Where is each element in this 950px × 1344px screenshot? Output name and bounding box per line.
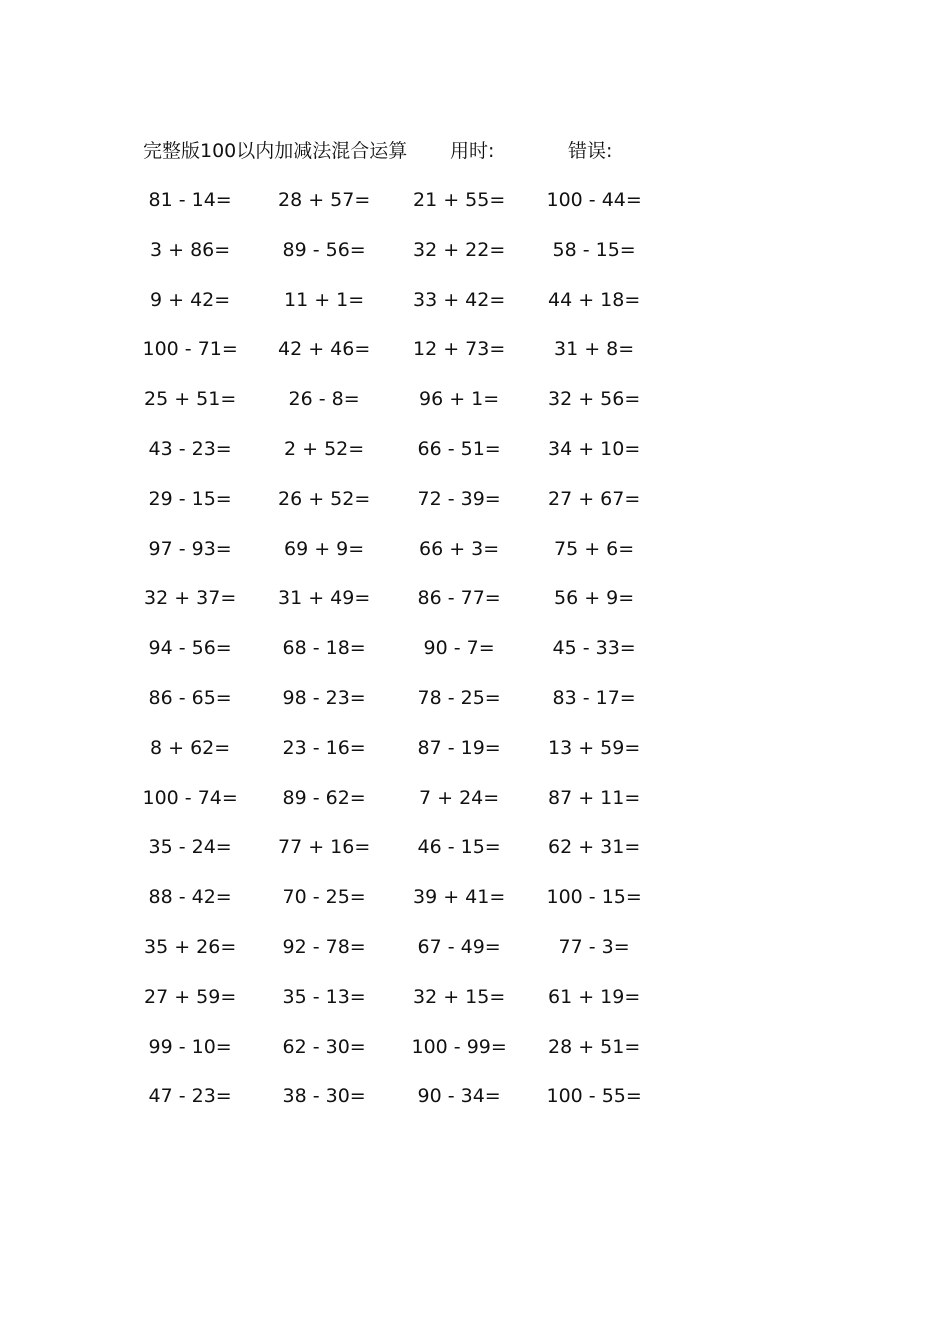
- problem-row: [0, 534, 950, 584]
- math-problem: 86 - 65=: [148, 686, 232, 709]
- problem-row: [0, 185, 950, 235]
- problem-row: [0, 832, 950, 882]
- problem-grid: [0, 185, 950, 1131]
- math-problem: 34 + 10=: [548, 437, 641, 460]
- math-problem: 100 - 74=: [142, 786, 238, 809]
- problem-row: [0, 683, 950, 733]
- problem-row: [0, 1032, 950, 1082]
- math-problem: 21 + 55=: [413, 189, 506, 211]
- math-problem: 70 - 25=: [282, 886, 366, 909]
- problem-row: [0, 583, 950, 633]
- math-problem: 8 + 62=: [150, 736, 231, 759]
- math-problem: 7 + 24=: [419, 786, 500, 809]
- problem-row: [0, 1081, 950, 1131]
- math-problem: 31 + 49=: [278, 587, 371, 610]
- math-problem: 97 - 93=: [148, 537, 232, 560]
- math-problem: 90 - 34=: [417, 1085, 501, 1108]
- math-problem: 31 + 8=: [554, 338, 635, 361]
- math-problem: 27 + 59=: [144, 985, 237, 1008]
- math-problem: 87 - 19=: [417, 736, 501, 759]
- math-problem: 81 - 14=: [148, 189, 232, 211]
- math-problem: 62 + 31=: [548, 836, 641, 859]
- math-problem: 26 + 52=: [278, 487, 371, 510]
- math-problem: 78 - 25=: [417, 686, 501, 709]
- problem-row: [0, 982, 950, 1032]
- math-problem: 61 + 19=: [548, 985, 641, 1008]
- problem-row: [0, 783, 950, 833]
- math-problem: 32 + 56=: [548, 388, 641, 411]
- math-problem: 99 - 10=: [148, 1035, 232, 1058]
- math-problem: 90 - 7=: [423, 637, 495, 660]
- problem-row: [0, 733, 950, 783]
- math-problem: 13 + 59=: [548, 736, 641, 759]
- problem-row: [0, 932, 950, 982]
- problem-row: [0, 235, 950, 285]
- worksheet-header: [0, 136, 950, 166]
- math-problem: 44 + 18=: [548, 288, 641, 311]
- math-problem: 35 - 24=: [148, 836, 232, 859]
- problem-row: [0, 334, 950, 384]
- math-problem: 33 + 42=: [413, 288, 506, 311]
- math-problem: 100 - 55=: [546, 1085, 642, 1108]
- math-problem: 75 + 6=: [554, 537, 635, 560]
- problem-row: [0, 285, 950, 335]
- math-problem: 11 + 1=: [284, 288, 365, 311]
- math-problem: 83 - 17=: [552, 686, 636, 709]
- math-problem: 94 - 56=: [148, 637, 232, 660]
- math-problem: 77 + 16=: [278, 836, 371, 859]
- math-problem: 89 - 56=: [282, 238, 366, 261]
- math-problem: 58 - 15=: [552, 238, 636, 261]
- math-problem: 47 - 23=: [148, 1085, 232, 1108]
- math-problem: 72 - 39=: [417, 487, 501, 510]
- math-problem: 23 - 16=: [282, 736, 366, 759]
- math-problem: 29 - 15=: [148, 487, 232, 510]
- math-problem: 32 + 15=: [413, 985, 506, 1008]
- math-problem: 69 + 9=: [284, 537, 365, 560]
- math-problem: 96 + 1=: [419, 388, 500, 411]
- errors-label: 错误:: [568, 140, 613, 162]
- math-problem: 27 + 67=: [548, 487, 641, 510]
- math-problem: 87 + 11=: [548, 786, 641, 809]
- math-problem: 62 - 30=: [282, 1035, 366, 1058]
- math-problem: 67 - 49=: [417, 935, 501, 958]
- math-problem: 28 + 51=: [548, 1035, 641, 1058]
- math-problem: 100 - 44=: [546, 189, 642, 211]
- math-problem: 66 - 51=: [417, 437, 501, 460]
- math-problem: 100 - 15=: [546, 886, 642, 909]
- math-problem: 3 + 86=: [150, 238, 231, 261]
- math-problem: 100 - 71=: [142, 338, 238, 361]
- math-problem: 2 + 52=: [284, 437, 365, 460]
- math-problem: 77 - 3=: [558, 935, 630, 958]
- math-problem: 43 - 23=: [148, 437, 232, 460]
- problem-row: [0, 484, 950, 534]
- math-problem: 38 - 30=: [282, 1085, 366, 1108]
- math-problem: 35 + 26=: [144, 935, 237, 958]
- math-problem: 45 - 33=: [552, 637, 636, 660]
- math-problem: 12 + 73=: [413, 338, 506, 361]
- time-label: 用时:: [450, 140, 495, 162]
- math-problem: 32 + 37=: [144, 587, 237, 610]
- math-problem: 26 - 8=: [288, 388, 360, 411]
- math-problem: 98 - 23=: [282, 686, 366, 709]
- problem-row: [0, 882, 950, 932]
- math-problem: 46 - 15=: [417, 836, 501, 859]
- math-problem: 66 + 3=: [419, 537, 500, 560]
- math-problem: 86 - 77=: [417, 587, 501, 610]
- math-problem: 100 - 99=: [411, 1035, 507, 1058]
- math-problem: 89 - 62=: [282, 786, 366, 809]
- problem-row: [0, 384, 950, 434]
- math-problem: 32 + 22=: [413, 238, 506, 261]
- math-problem: 39 + 41=: [413, 886, 506, 909]
- math-problem: 92 - 78=: [282, 935, 366, 958]
- math-problem: 68 - 18=: [282, 637, 366, 660]
- math-problem: 25 + 51=: [144, 388, 237, 411]
- math-problem: 88 - 42=: [148, 886, 232, 909]
- math-problem: 42 + 46=: [278, 338, 371, 361]
- math-problem: 28 + 57=: [278, 189, 371, 211]
- problem-row: [0, 633, 950, 683]
- problem-row: [0, 434, 950, 484]
- math-problem: 9 + 42=: [150, 288, 231, 311]
- math-problem: 35 - 13=: [282, 985, 366, 1008]
- math-problem: 56 + 9=: [554, 587, 635, 610]
- worksheet-title: 完整版100以内加减法混合运算: [143, 140, 408, 162]
